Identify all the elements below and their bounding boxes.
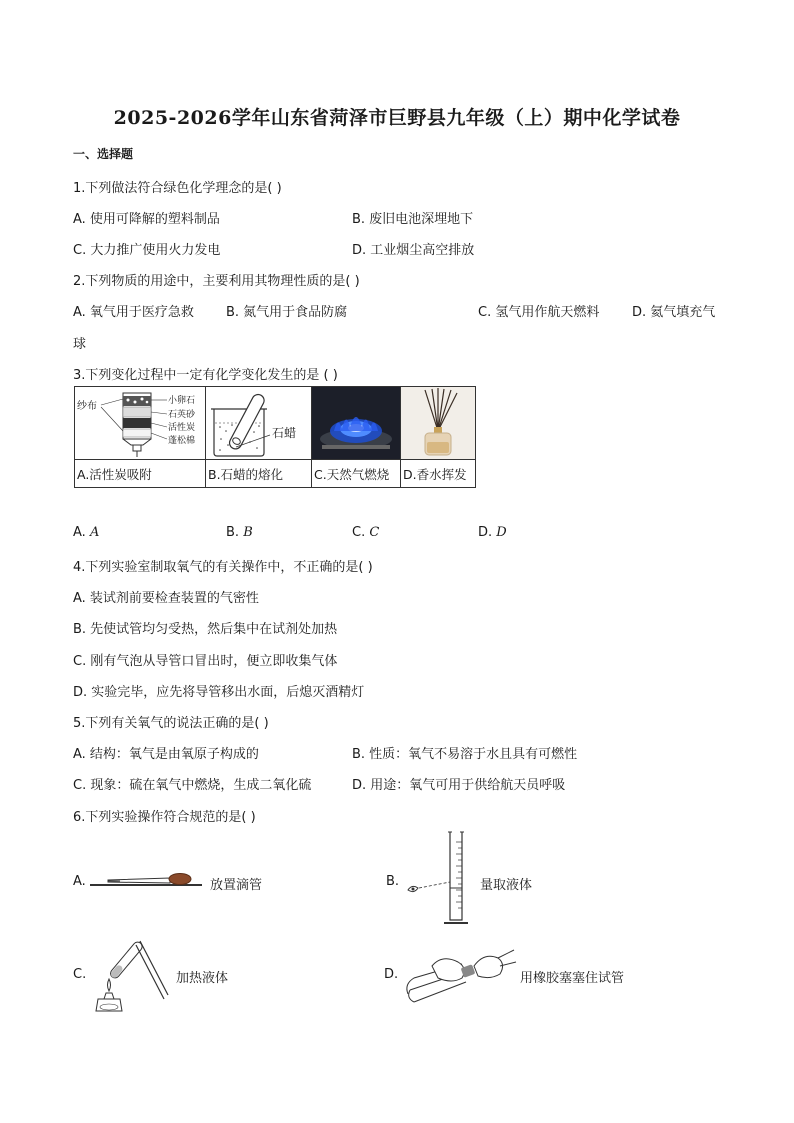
q6-option-a-label[interactable]: 放置滴管 xyxy=(210,878,263,893)
measuring-cylinder-figure xyxy=(404,830,476,928)
wax-melting-figure xyxy=(206,387,312,460)
q5-option-c[interactable]: C. 现象：硫在氧气中燃烧，生成二氧化硫 xyxy=(73,778,312,793)
q4-option-a[interactable]: A. 装试剂前要检查装置的气密性 xyxy=(73,591,259,606)
q3-caption-d: D.香水挥发 xyxy=(401,460,476,488)
q6-stem: 6.下列实验操作符合规范的是( ) xyxy=(73,810,256,825)
q1-option-d[interactable]: D. 工业烟尘高空排放 xyxy=(352,243,475,258)
heating-test-tube-figure xyxy=(90,935,170,1015)
section-heading: 一、选择题 xyxy=(73,147,134,161)
q2-option-c[interactable]: C. 氢气用作航天燃料 xyxy=(478,305,600,320)
filter-label-sand: 石英砂 xyxy=(168,410,196,420)
q1-stem: 1.下列做法符合绿色化学理念的是( ) xyxy=(73,181,282,196)
q6-option-b-label[interactable]: 量取液体 xyxy=(480,878,533,893)
q3-stem: 3.下列变化过程中一定有化学变化发生的是 ( ) xyxy=(73,368,338,383)
q3-option-c[interactable]: C. C xyxy=(352,525,380,540)
q6-option-a-letter[interactable]: A. xyxy=(73,874,86,889)
q5-stem: 5.下列有关氧气的说法正确的是( ) xyxy=(73,716,269,731)
stopper-test-tube-figure xyxy=(402,944,518,1006)
q3-caption-a: A.活性炭吸附 xyxy=(75,460,206,488)
q3-caption-b: B.石蜡的熔化 xyxy=(206,460,312,488)
q5-option-a[interactable]: A. 结构：氧气是由氧原子构成的 xyxy=(73,747,259,762)
q4-stem: 4.下列实验室制取氧气的有关操作中，不正确的是( ) xyxy=(73,560,373,575)
q3-option-d[interactable]: D. D xyxy=(478,525,507,540)
q6-option-d-label[interactable]: 用橡胶塞塞住试管 xyxy=(520,971,625,986)
filter-label-carbon: 活性炭 xyxy=(168,423,196,433)
q1-option-a[interactable]: A. 使用可降解的塑料制品 xyxy=(73,212,220,227)
q5-option-d[interactable]: D. 用途：氧气可用于供给航天员呼吸 xyxy=(352,778,566,793)
q3-figure-table xyxy=(74,386,476,488)
q1-option-c[interactable]: C. 大力推广使用火力发电 xyxy=(73,243,221,258)
q6-option-c-label[interactable]: 加热液体 xyxy=(176,971,229,986)
q5-option-b[interactable]: B. 性质：氧气不易溶于水且具有可燃性 xyxy=(352,747,578,762)
q1-option-b[interactable]: B. 废旧电池深埋地下 xyxy=(352,212,474,227)
q2-stem: 2.下列物质的用途中，主要利用其物理性质的是( ) xyxy=(73,274,360,289)
q4-option-b[interactable]: B. 先使试管均匀受热，然后集中在试剂处加热 xyxy=(73,622,338,637)
q2-option-a[interactable]: A. 氧气用于医疗急救 xyxy=(73,305,194,320)
q4-option-d[interactable]: D. 实验完毕，应先将导管移出水面，后熄灭酒精灯 xyxy=(73,685,365,700)
q3-option-a[interactable]: A. A xyxy=(73,525,100,540)
q3-caption-c: C.天然气燃烧 xyxy=(312,460,401,488)
perfume-diffuser-figure xyxy=(401,387,476,460)
q2-option-b[interactable]: B. 氮气用于食品防腐 xyxy=(226,305,348,320)
carbon-filter-figure xyxy=(75,387,206,460)
q6-option-d-letter[interactable]: D. xyxy=(384,967,399,982)
q3-option-b[interactable]: B. B xyxy=(226,525,253,540)
q4-option-c[interactable]: C. 刚有气泡从导管口冒出时，便立即收集气体 xyxy=(73,654,338,669)
filter-label-pebble: 小卵石 xyxy=(168,396,196,406)
q6-option-b-letter[interactable]: B. xyxy=(386,874,400,889)
gas-flame-figure xyxy=(312,387,401,460)
q6-option-c-letter[interactable]: C. xyxy=(73,967,87,982)
filter-label-cotton: 蓬松棉 xyxy=(168,436,196,446)
filter-label-cloth: 纱布 xyxy=(77,401,97,412)
wax-label: 石蜡 xyxy=(272,426,297,440)
q2-option-d[interactable]: D. 氦气填充气 xyxy=(632,305,716,320)
q2-option-d-continuation: 球 xyxy=(73,337,87,352)
exam-title: 2025-2026学年山东省菏泽市巨野县九年级（上）期中化学试卷 xyxy=(113,107,681,129)
dropper-on-bench-figure xyxy=(90,868,202,890)
